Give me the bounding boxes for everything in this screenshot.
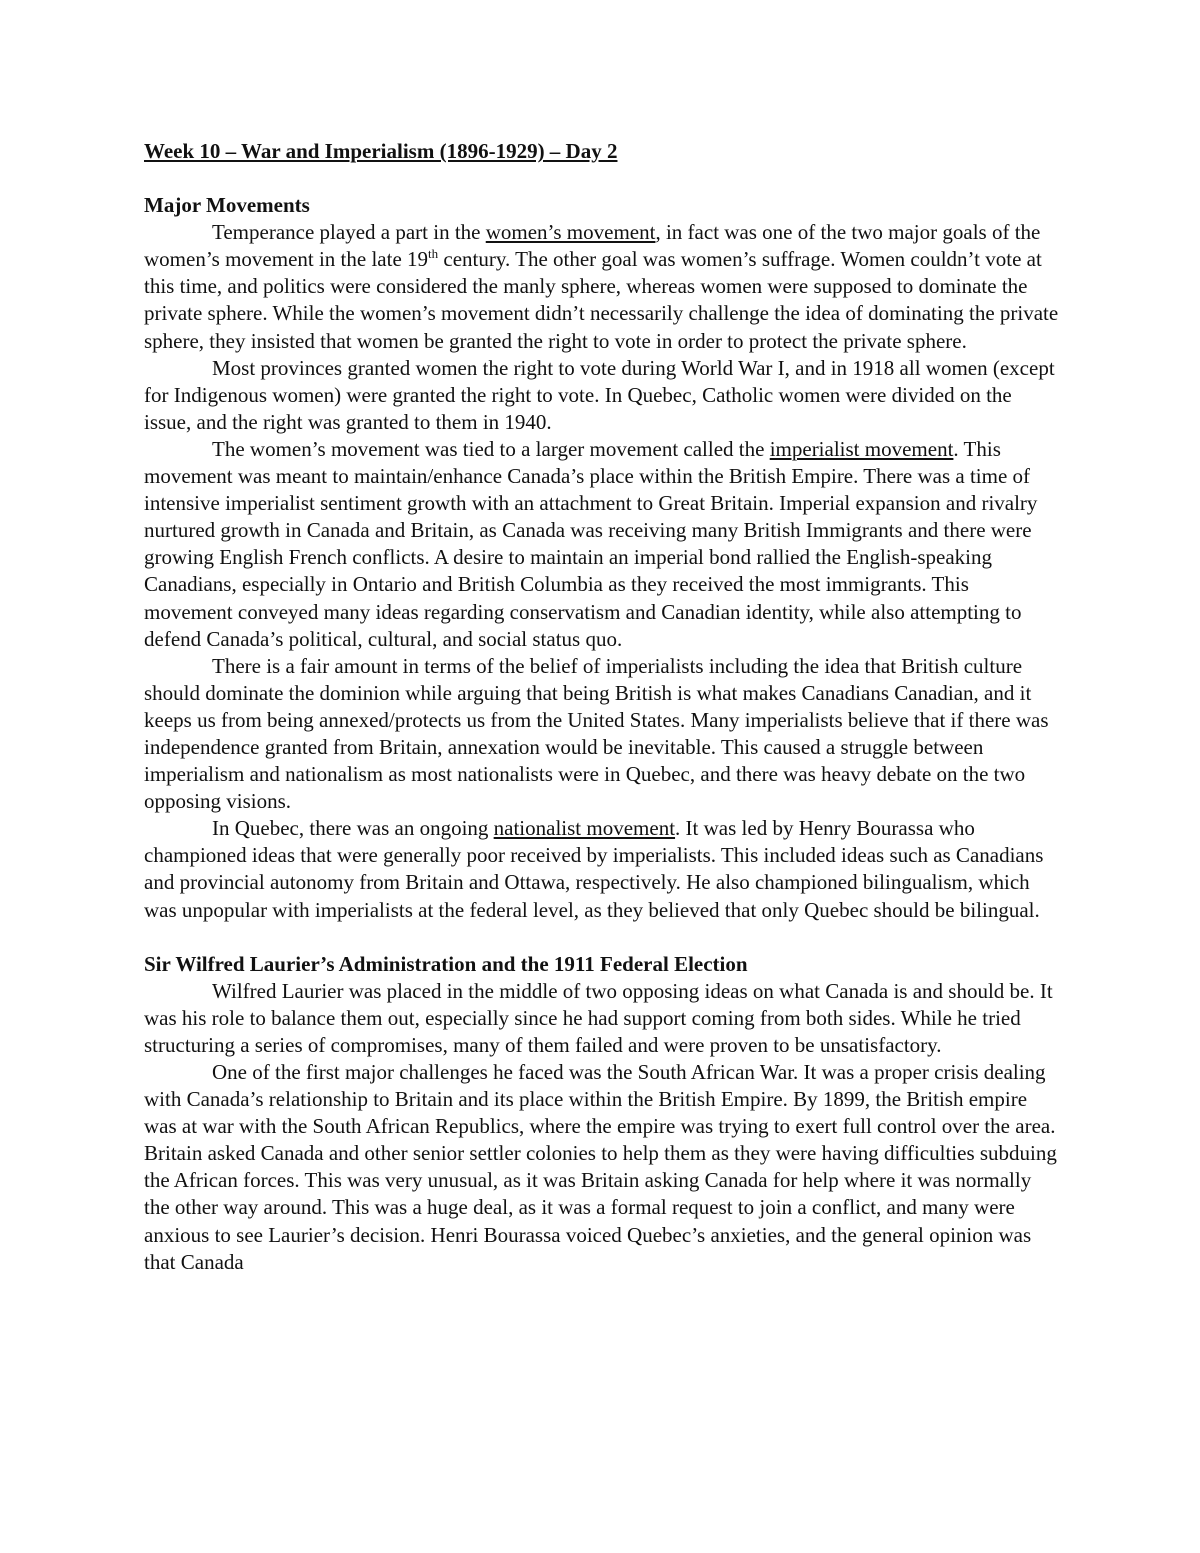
paragraph-text: , in fact was one of the two major goals of the women’s movement in the late 19 [144,220,1041,272]
paragraph-text: century. The other goal was women’s suffrage. Women couldn’t vote at this time, and politics were considered the manly sphere, whereas women were supposed to dominate the private sphere. While the women’s movement didn’t necessarily challenge the idea of dominating the private sphere, they insisted that women be granted the right to vote in order to protect the private sphere. [144,247,1059,353]
term-nationalist-movement: nationalist movement [493,816,676,841]
section-heading-laurier: Sir Wilfred Laurier’s Administration and the 1911 Federal Election [144,951,748,976]
paragraph-text: The women’s movement was tied to a larger movement called the [212,436,770,461]
paragraph-imperialist-movement [144,436,1062,653]
paragraph-south-african-war: One of the first major challenges he faced was the South African War. It was a proper crisis dealing with Canada’s relationship to Britain and its place within the British Empire. By 1899, the British empire was at war with the South African Republics, where the empire was trying to exert full control over the area. Britain asked Canada and other senior settler colonies to help them as they were having difficulties subduing the African forces. This was very unusual, as it was Britain asking Canada for help where it was normally the other way around. This was a huge deal, as it was a formal request to join a conflict, and many were anxious to see Laurier’s decision. Henri Bourassa voiced Quebec’s anxieties, and the general opinion was that Canada [144,1060,1057,1274]
term-womens-movement: women’s movement [485,220,656,245]
paragraph-text: . This movement was meant to maintain/enhance Canada’s place within the British Empire. There was a time of intensive imperialist sentiment growth with an attachment to Great Britain. Imperial expansion and rivalry nurtured growth in Canada and Britain, as Canada was receiving many British Immigrants and there were growing English French conflicts. A desire to maintain an imperial bond rallied the English-speaking Canadians, especially in Ontario and British Columbia as they received the most immigrants. This movement conveyed many ideas regarding conservatism and Canadian identity, while also attempting to defend Canada’s political, cultural, and social status quo. [144,436,1038,651]
paragraph-temperance [144,219,1062,354]
paragraph-laurier-balance: Wilfred Laurier was placed in the middle of two opposing ideas on what Canada is and should be. It was his role to balance them out, especially since he had support coming from both sides. While he tried structuring a series of compromises, many of them failed and were proven to be unsatisfactory. [144,978,1053,1057]
paragraph-text: Temperance played a part in the [212,220,486,245]
paragraph-provinces-vote: Most provinces granted women the right to vote during World War I, and in 1918 all women (except for Indigenous women) were granted the right to vote. In Quebec, Catholic women were divided on the issue, and the right was granted to them in 1940. [144,355,1055,434]
paragraph-imperialist-beliefs: There is a fair amount in terms of the belief of imperialists including the idea that British culture should dominate the dominion while arguing that being British is what makes Canadians Canadian, and it keeps us from being annexed/protects us from the United States. Many imperialists believe that if there was independence granted from Britain, annexation would be inevitable. This caused a struggle between imperialism and nationalism as most nationalists were in Quebec, and there was heavy debate on the two opposing visions. [144,653,1049,814]
section-heading-major-movements: Major Movements [144,193,310,218]
term-imperialist-movement: imperialist movement [769,436,954,461]
document-page [144,138,1062,1276]
paragraph-text: . It was led by Henry Bourassa who championed ideas that were generally poor received by imperialists. This included ideas such as Canadians and provincial autonomy from Britain and Ottawa, respectively. He also championed bilingualism, which was unpopular with imperialists at the federal level, as they believed that only Quebec should be bilingual. [144,816,1044,922]
paragraph-nationalist-movement [144,815,1062,923]
page-title: Week 10 – War and Imperialism (1896-1929) – Day 2 [144,139,618,163]
paragraph-text: In Quebec, there was an ongoing [212,816,494,841]
ordinal-superscript: th [428,246,439,262]
